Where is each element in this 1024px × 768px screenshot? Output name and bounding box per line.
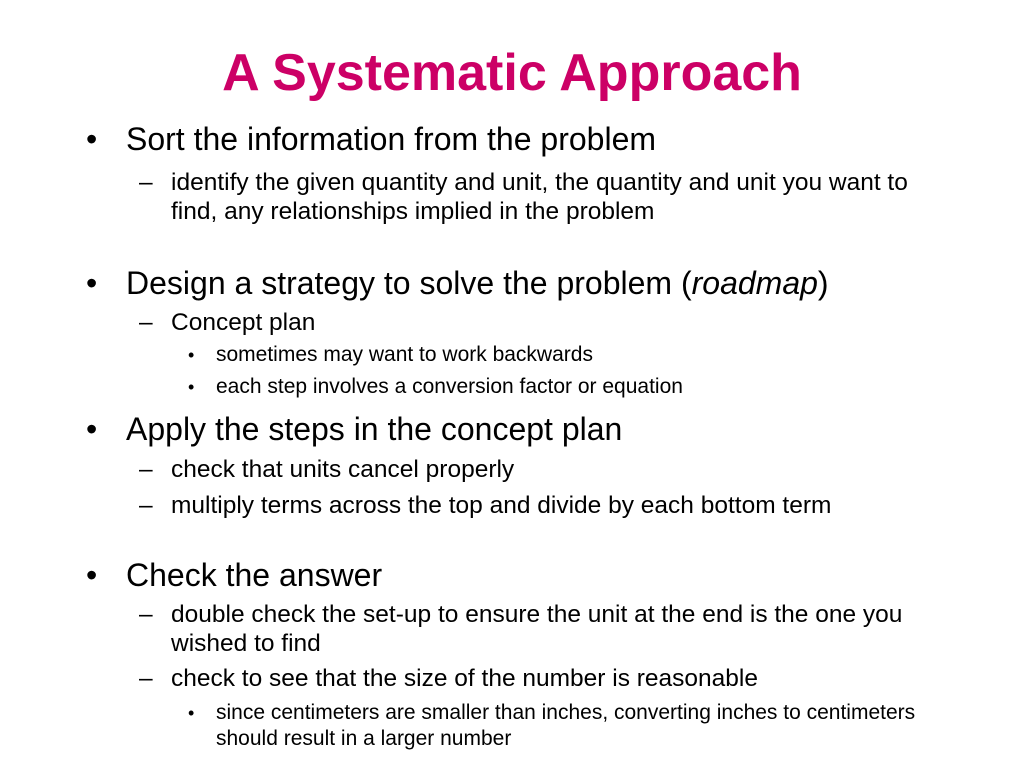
dash-marker: – [139, 492, 153, 519]
bullet-marker: • [86, 557, 98, 593]
sub-bullet-text: check to see that the size of the number is reasonable [171, 665, 758, 692]
bullet-text-start: Design a strategy to solve the problem ( [126, 265, 692, 301]
sub-bullet-text: multiply terms across the top and divide by each bottom term [171, 492, 832, 519]
sub-sub-bullet-item [188, 374, 968, 400]
dash-marker: – [139, 309, 153, 336]
bullet-item [86, 410, 986, 448]
dash-marker: – [139, 601, 153, 628]
sub-sub-bullet-text: each step involves a conversion factor or equation [216, 375, 683, 398]
bullet-item [86, 556, 986, 594]
sub-bullet-item [139, 455, 959, 484]
bullet-marker: • [188, 703, 195, 723]
sub-bullet-item [139, 600, 959, 658]
sub-bullet-item [139, 168, 959, 226]
sub-bullet-item [139, 664, 959, 693]
sub-sub-bullet-item [188, 700, 968, 752]
bullet-marker: • [86, 265, 98, 301]
bullet-text-italic: roadmap [691, 265, 818, 301]
sub-bullet-text: check that units cancel properly [171, 456, 515, 483]
bullet-item [86, 120, 986, 158]
sub-sub-bullet-item [188, 342, 968, 368]
bullet-item [86, 264, 986, 302]
bullet-marker: • [86, 411, 98, 447]
sub-bullet-text: double check the set-up to ensure the unit at the end is the one you wished to find [171, 601, 903, 657]
bullet-marker: • [188, 345, 195, 365]
bullet-marker: • [86, 121, 98, 157]
dash-marker: – [139, 665, 153, 692]
bullet-text: Apply the steps in the concept plan [126, 411, 623, 447]
bullet-text [126, 264, 986, 302]
bullet-text: Sort the information from the problem [126, 121, 657, 157]
sub-bullet-item [139, 491, 959, 520]
bullet-marker: • [188, 377, 195, 397]
sub-bullet-text: identify the given quantity and unit, the quantity and unit you want to find, any relationships implied in the problem [171, 169, 908, 225]
slide-title: A Systematic Approach [222, 44, 802, 102]
sub-sub-bullet-text: since centimeters are smaller than inches, converting inches to centimeters should result in a larger number [216, 701, 916, 750]
sub-sub-bullet-text: sometimes may want to work backwards [216, 343, 593, 366]
dash-marker: – [139, 456, 153, 483]
bullet-text-end: ) [817, 265, 829, 301]
sub-bullet-text: Concept plan [171, 309, 316, 336]
bullet-text: Check the answer [126, 557, 383, 593]
dash-marker: – [139, 169, 153, 196]
sub-bullet-item [139, 308, 959, 337]
